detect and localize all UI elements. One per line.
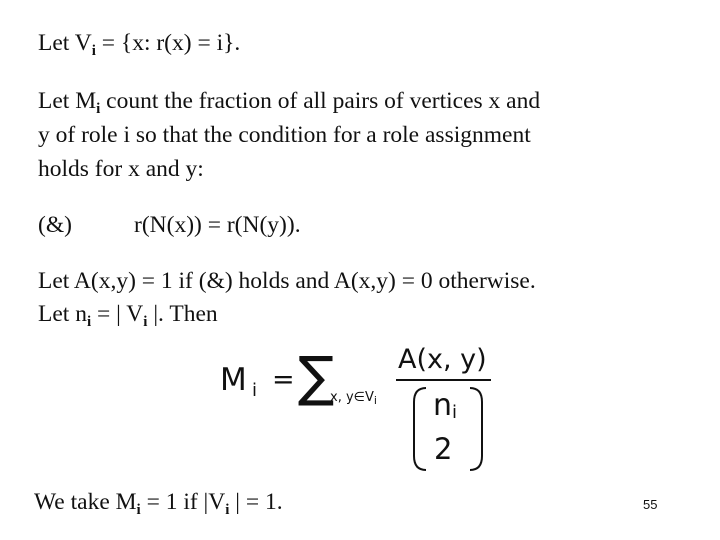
formula-m-i bbox=[212, 340, 512, 480]
summation-range: x, $y\in V_i$ bbox=[330, 390, 377, 407]
definition-m-line3: holds for x and y: bbox=[38, 156, 204, 182]
formula-lhs-subscript: i bbox=[252, 380, 258, 401]
definition-m-line2: y of role i so that the condition for a role assignment bbox=[38, 122, 531, 148]
summation-symbol: ∑ bbox=[298, 345, 335, 408]
binomial-bottom: 2 bbox=[434, 432, 453, 466]
condition-label: (&) bbox=[38, 212, 72, 238]
binomial-parentheses bbox=[212, 340, 512, 480]
binomial-top-subscript: i bbox=[452, 402, 458, 423]
convention-m: We take $M_i = 1$ if $|V_i$ | = 1. bbox=[34, 489, 283, 518]
definition-a: Let A(x,y) = 1 if (&) holds and A(x,y) = 0 otherwise. bbox=[38, 268, 536, 294]
fraction-numerator: A(x, y) bbox=[398, 344, 487, 375]
page-number: 55 bbox=[643, 497, 658, 512]
formula-lhs: M bbox=[220, 362, 247, 398]
binomial-top: n bbox=[433, 388, 453, 423]
formula-equals: = bbox=[272, 364, 295, 395]
definition-v: Let $V_i = \{x$: r(x) = i}. bbox=[38, 30, 241, 59]
definition-n: Let $n_i$ = | $V_i$ |. Then bbox=[38, 301, 218, 330]
definition-m-line1: Let $M_i$ count the fraction of all pairs of vertices x and bbox=[38, 88, 541, 117]
condition-expression: r(N(x)) = r(N(y)). bbox=[134, 212, 301, 238]
